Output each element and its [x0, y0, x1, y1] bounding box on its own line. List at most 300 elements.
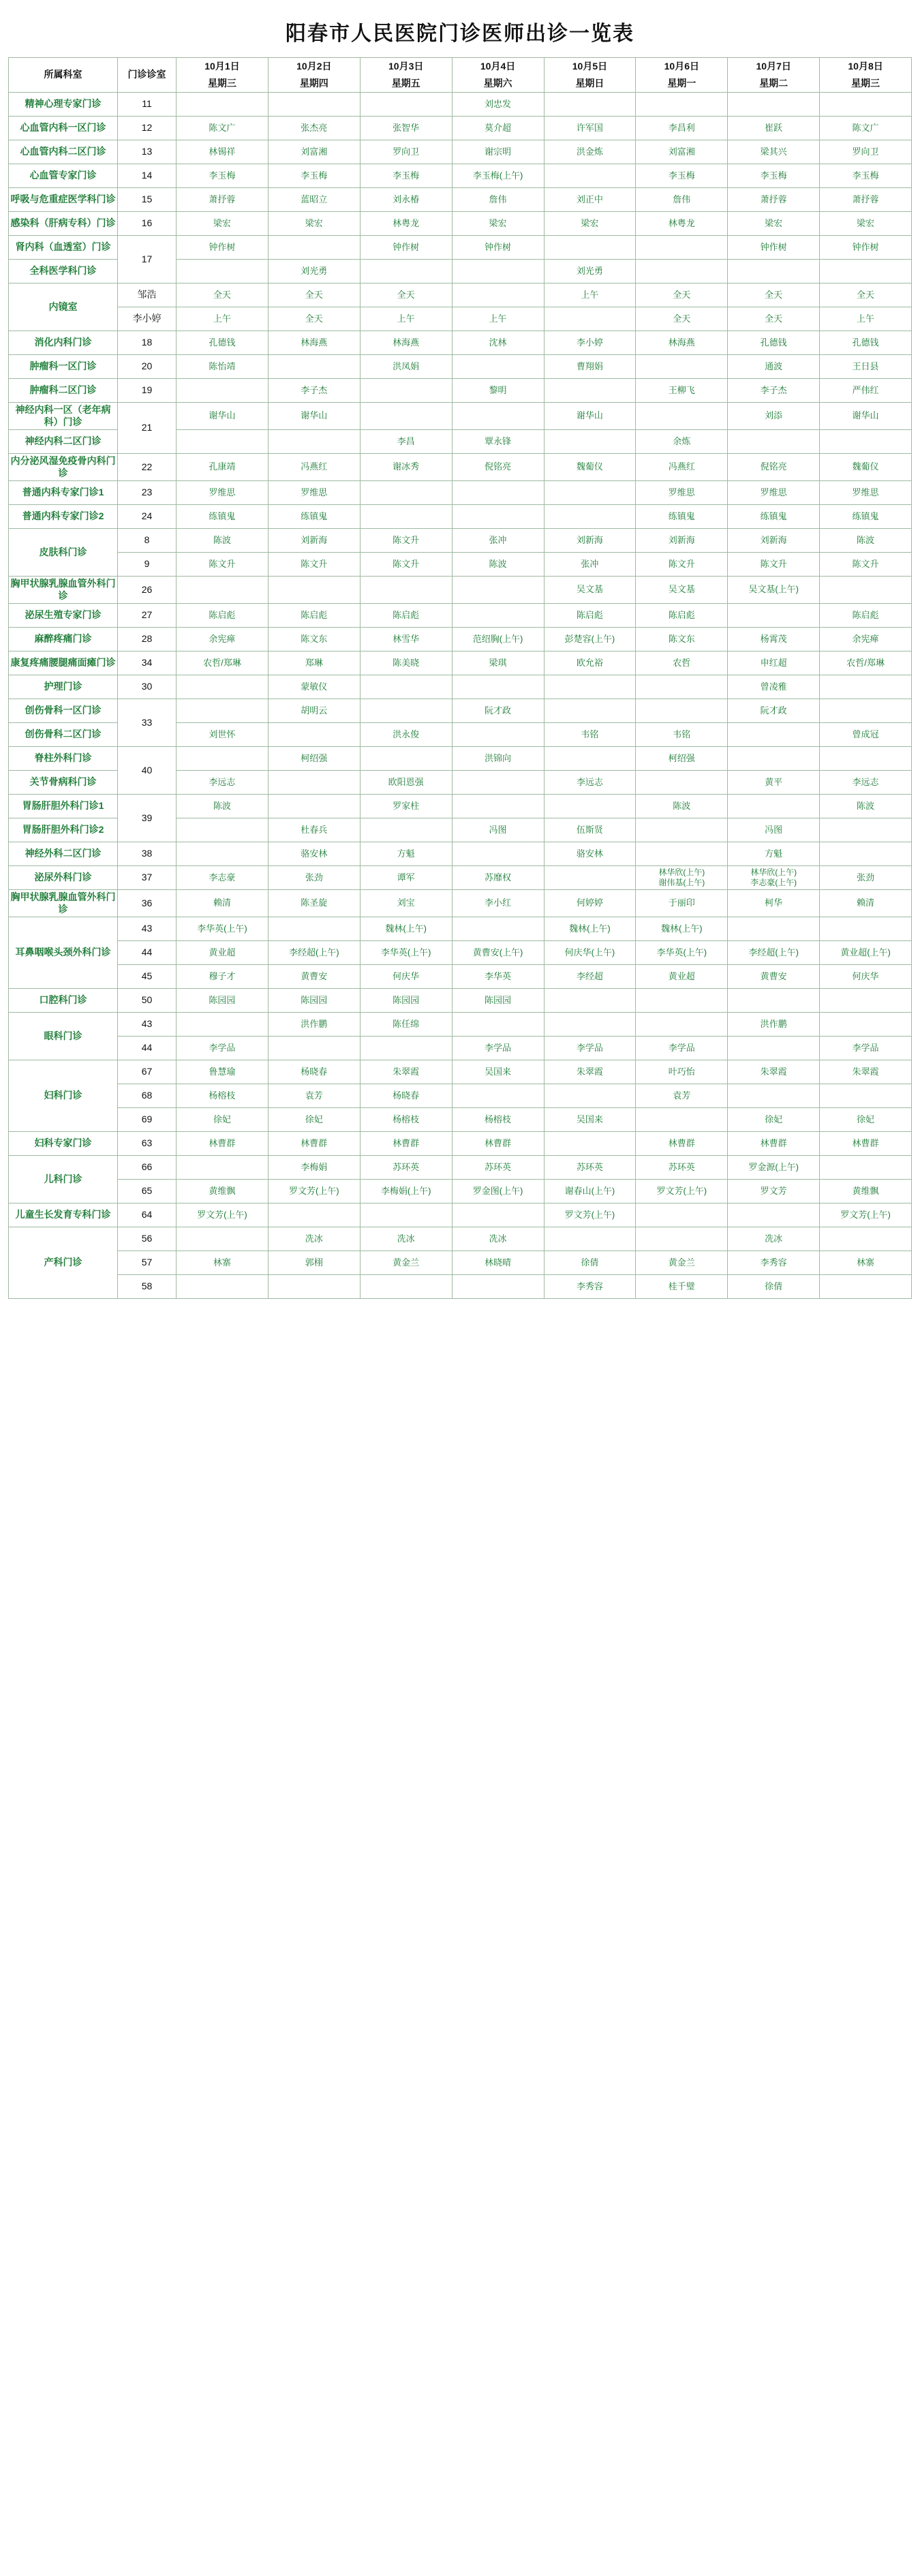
- header-day-weekday: 星期一: [667, 77, 696, 89]
- header-day-date: 10月5日: [572, 61, 608, 72]
- schedule-cell: [636, 1227, 728, 1251]
- schedule-cell: [728, 260, 820, 283]
- schedule-cell: 张杰亮: [268, 117, 360, 140]
- dept-cell: 妇科专家门诊: [9, 1132, 118, 1156]
- schedule-cell: [452, 795, 544, 818]
- schedule-cell: [636, 1108, 728, 1132]
- table-row: [9, 675, 912, 699]
- schedule-cell: 陈园园: [268, 989, 360, 1013]
- schedule-cell: 欧允裕: [544, 651, 636, 675]
- schedule-cell: 何庆华: [820, 965, 912, 989]
- room-cell: 69: [118, 1108, 177, 1132]
- schedule-cell: 赖清: [820, 890, 912, 917]
- room-cell: 27: [118, 604, 177, 628]
- schedule-cell: 罗文芳(上午): [268, 1180, 360, 1203]
- schedule-cell: 陈美晓: [360, 651, 452, 675]
- schedule-cell: 朱翠霞: [360, 1060, 452, 1084]
- schedule-cell: 钟作树: [728, 236, 820, 260]
- schedule-cell: [636, 842, 728, 866]
- schedule-cell: 何庆华: [360, 965, 452, 989]
- schedule-cell: 冯燕红: [636, 454, 728, 481]
- table-row: [9, 1275, 912, 1299]
- schedule-cell: 练镇鬼: [177, 505, 269, 529]
- schedule-cell: 吴文基(上午): [728, 577, 820, 604]
- schedule-cell: 冼冰: [360, 1227, 452, 1251]
- room-cell: 19: [118, 379, 177, 403]
- schedule-cell: 李玉梅: [728, 164, 820, 188]
- schedule-cell: 刘新海: [268, 529, 360, 553]
- schedule-cell: 洪永俊: [360, 723, 452, 747]
- schedule-cell: 林雪华: [360, 628, 452, 651]
- room-cell: 20: [118, 355, 177, 379]
- schedule-cell: 余炼: [636, 430, 728, 454]
- schedule-cell: 陈文广: [177, 117, 269, 140]
- schedule-cell: 叶巧怡: [636, 1060, 728, 1084]
- dept-cell: 护理门诊: [9, 675, 118, 699]
- schedule-cell: 林海燕: [268, 331, 360, 355]
- table-row: [9, 355, 912, 379]
- schedule-cell: 李昌利: [636, 117, 728, 140]
- table-row: [9, 604, 912, 628]
- schedule-cell: [728, 604, 820, 628]
- schedule-cell: 冼冰: [452, 1227, 544, 1251]
- schedule-cell: 严伟红: [820, 379, 912, 403]
- schedule-cell: 刘永椿: [360, 188, 452, 212]
- dept-cell: 消化内科门诊: [9, 331, 118, 355]
- schedule-cell: [636, 93, 728, 117]
- schedule-cell: 谢华山: [177, 403, 269, 430]
- table-row: [9, 795, 912, 818]
- schedule-cell: 梁宏: [177, 212, 269, 236]
- schedule-cell: 农哲/郑琳: [820, 651, 912, 675]
- schedule-cell: 陈文升: [360, 529, 452, 553]
- room-cell: 56: [118, 1227, 177, 1251]
- room-cell: 38: [118, 842, 177, 866]
- schedule-cell: 全天: [636, 307, 728, 331]
- dept-cell: 产科门诊: [9, 1227, 118, 1299]
- schedule-cell: [636, 1203, 728, 1227]
- schedule-cell: [636, 989, 728, 1013]
- room-cell: 43: [118, 917, 177, 941]
- room-cell: 44: [118, 941, 177, 965]
- schedule-cell: [636, 675, 728, 699]
- header-day-date: 10月8日: [848, 61, 883, 72]
- schedule-cell: 林海燕: [636, 331, 728, 355]
- room-cell: 44: [118, 1037, 177, 1060]
- schedule-cell: 骆安林: [268, 842, 360, 866]
- header-dept: 所属科室: [9, 58, 118, 93]
- schedule-cell: 魏葡仪: [544, 454, 636, 481]
- schedule-cell: 刘富湘: [268, 140, 360, 164]
- schedule-cell: 陈园园: [452, 989, 544, 1013]
- schedule-cell: 李玉梅: [177, 164, 269, 188]
- schedule-cell: 莫介超: [452, 117, 544, 140]
- schedule-cell: [268, 771, 360, 795]
- schedule-cell: [268, 1203, 360, 1227]
- room-cell: 57: [118, 1251, 177, 1275]
- table-row: [9, 747, 912, 771]
- schedule-cell: 徐倩: [544, 1251, 636, 1275]
- schedule-cell: 黄平: [728, 771, 820, 795]
- schedule-cell: 李远志: [820, 771, 912, 795]
- schedule-cell: 李华英: [452, 965, 544, 989]
- schedule-cell: [360, 1203, 452, 1227]
- schedule-cell: 阮才政: [728, 699, 820, 723]
- schedule-cell: 林华欣(上午) 谢伟基(上午): [636, 866, 728, 890]
- schedule-cell: 林曹群: [268, 1132, 360, 1156]
- schedule-cell: 杨霄茂: [728, 628, 820, 651]
- header-day-date: 10月2日: [296, 61, 332, 72]
- schedule-cell: [360, 747, 452, 771]
- schedule-cell: [177, 1275, 269, 1299]
- schedule-cell: 韦铭: [636, 723, 728, 747]
- schedule-cell: 徐妃: [268, 1108, 360, 1132]
- schedule-cell: 李经超: [544, 965, 636, 989]
- schedule-cell: 陈波: [177, 529, 269, 553]
- schedule-cell: [820, 93, 912, 117]
- schedule-cell: 陈文东: [636, 628, 728, 651]
- schedule-cell: 魏葡仪: [820, 454, 912, 481]
- table-row: [9, 188, 912, 212]
- header-day-5: [544, 58, 636, 93]
- schedule-cell: 黄金兰: [636, 1251, 728, 1275]
- schedule-cell: [452, 675, 544, 699]
- schedule-cell: [544, 747, 636, 771]
- room-cell: 28: [118, 628, 177, 651]
- schedule-cell: 张劲: [268, 866, 360, 890]
- schedule-cell: 林晓晴: [452, 1251, 544, 1275]
- dept-cell: 创伤骨科二区门诊: [9, 723, 118, 747]
- schedule-cell: [360, 577, 452, 604]
- dept-cell: 神经内科二区门诊: [9, 430, 118, 454]
- table-row: [9, 1084, 912, 1108]
- schedule-cell: [544, 866, 636, 890]
- schedule-cell: 冼冰: [728, 1227, 820, 1251]
- room-cell: 36: [118, 890, 177, 917]
- schedule-cell: [544, 675, 636, 699]
- table-row: [9, 307, 912, 331]
- room-cell: 14: [118, 164, 177, 188]
- table-row: [9, 236, 912, 260]
- schedule-cell: 李经超(上午): [728, 941, 820, 965]
- schedule-cell: 于丽印: [636, 890, 728, 917]
- schedule-cell: 谢宗明: [452, 140, 544, 164]
- schedule-cell: [452, 1275, 544, 1299]
- schedule-cell: [820, 430, 912, 454]
- schedule-cell: 阮才政: [452, 699, 544, 723]
- schedule-cell: 黄维飘: [820, 1180, 912, 1203]
- schedule-cell: 刘忠发: [452, 93, 544, 117]
- schedule-cell: 全天: [268, 307, 360, 331]
- table-row: [9, 1108, 912, 1132]
- schedule-table: [8, 57, 912, 1299]
- schedule-cell: 萧抒蓉: [820, 188, 912, 212]
- table-row: [9, 140, 912, 164]
- schedule-cell: [728, 795, 820, 818]
- schedule-cell: 许军国: [544, 117, 636, 140]
- schedule-cell: 陈启彪: [177, 604, 269, 628]
- schedule-cell: [360, 481, 452, 505]
- room-cell: 李小婷: [118, 307, 177, 331]
- schedule-cell: 刘新海: [544, 529, 636, 553]
- schedule-cell: [360, 675, 452, 699]
- schedule-cell: 罗维思: [636, 481, 728, 505]
- schedule-cell: [268, 1275, 360, 1299]
- schedule-cell: [636, 236, 728, 260]
- schedule-cell: 杨榕枝: [360, 1108, 452, 1132]
- dept-cell: 胸甲状腺乳腺血管外科门诊: [9, 577, 118, 604]
- schedule-cell: [268, 917, 360, 941]
- dept-cell: 心血管内科一区门诊: [9, 117, 118, 140]
- schedule-cell: 黄金兰: [360, 1251, 452, 1275]
- schedule-cell: 上午: [360, 307, 452, 331]
- schedule-cell: 陈任绵: [360, 1013, 452, 1037]
- schedule-cell: [636, 818, 728, 842]
- schedule-cell: [268, 236, 360, 260]
- schedule-cell: 沈林: [452, 331, 544, 355]
- schedule-cell: 全天: [636, 283, 728, 307]
- schedule-cell: [360, 1275, 452, 1299]
- schedule-cell: 陈怡靖: [177, 355, 269, 379]
- table-row: [9, 1132, 912, 1156]
- schedule-cell: 彭楚容(上午): [544, 628, 636, 651]
- dept-cell: 关节骨病科门诊: [9, 771, 118, 795]
- schedule-cell: 徐妃: [177, 1108, 269, 1132]
- schedule-cell: 李志豪: [177, 866, 269, 890]
- schedule-cell: 吴国来: [544, 1108, 636, 1132]
- table-row: [9, 890, 912, 917]
- schedule-cell: [820, 577, 912, 604]
- dept-cell: 全科医学科门诊: [9, 260, 118, 283]
- table-row: [9, 1180, 912, 1203]
- schedule-cell: [452, 1013, 544, 1037]
- schedule-cell: [268, 577, 360, 604]
- table-row: [9, 628, 912, 651]
- table-row: [9, 1060, 912, 1084]
- room-cell: 39: [118, 795, 177, 842]
- schedule-cell: 练镇鬼: [268, 505, 360, 529]
- schedule-cell: [177, 1227, 269, 1251]
- room-cell: 24: [118, 505, 177, 529]
- schedule-cell: 罗文芳(上午): [177, 1203, 269, 1227]
- schedule-cell: 上午: [820, 307, 912, 331]
- schedule-cell: 苏靡权: [452, 866, 544, 890]
- dept-cell: 儿童生长发育专科门诊: [9, 1203, 118, 1227]
- room-cell: 13: [118, 140, 177, 164]
- schedule-cell: 全天: [177, 283, 269, 307]
- schedule-cell: 洪金炼: [544, 140, 636, 164]
- table-row: [9, 1203, 912, 1227]
- schedule-cell: 袁芳: [268, 1084, 360, 1108]
- schedule-cell: 李学品: [544, 1037, 636, 1060]
- dept-cell: 肿瘤科一区门诊: [9, 355, 118, 379]
- schedule-cell: [452, 481, 544, 505]
- schedule-cell: 李玉梅: [820, 164, 912, 188]
- schedule-cell: 罗文芳: [728, 1180, 820, 1203]
- schedule-cell: [268, 355, 360, 379]
- header-day-date: 10月7日: [756, 61, 791, 72]
- schedule-cell: 全天: [820, 283, 912, 307]
- room-cell: 邹浩: [118, 283, 177, 307]
- table-row: [9, 505, 912, 529]
- dept-cell: 麻醉疼痛门诊: [9, 628, 118, 651]
- schedule-cell: 洪凤娟: [360, 355, 452, 379]
- schedule-cell: 李梅娟(上午): [360, 1180, 452, 1203]
- schedule-cell: 罗维思: [820, 481, 912, 505]
- room-cell: 30: [118, 675, 177, 699]
- schedule-cell: 陈园园: [177, 989, 269, 1013]
- schedule-cell: [452, 917, 544, 941]
- schedule-cell: [820, 1013, 912, 1037]
- schedule-cell: 鲁慧瑜: [177, 1060, 269, 1084]
- schedule-cell: 谭军: [360, 866, 452, 890]
- schedule-cell: 钟作树: [360, 236, 452, 260]
- schedule-cell: 黄曹安: [268, 965, 360, 989]
- schedule-cell: 洪作鹏: [728, 1013, 820, 1037]
- schedule-cell: 覃永锋: [452, 430, 544, 454]
- schedule-cell: 郑琳: [268, 651, 360, 675]
- schedule-cell: 林曹群: [452, 1132, 544, 1156]
- schedule-cell: [452, 723, 544, 747]
- schedule-cell: [636, 699, 728, 723]
- schedule-cell: 谢冰秀: [360, 454, 452, 481]
- schedule-cell: 方魁: [360, 842, 452, 866]
- dept-cell: 普通内科专家门诊2: [9, 505, 118, 529]
- schedule-cell: [544, 430, 636, 454]
- schedule-cell: 罗金图(上午): [452, 1180, 544, 1203]
- schedule-cell: 王日县: [820, 355, 912, 379]
- table-row: [9, 1251, 912, 1275]
- header-day-3: [360, 58, 452, 93]
- schedule-cell: 杨榕枝: [452, 1108, 544, 1132]
- dept-cell: 胃肠肝胆外科门诊2: [9, 818, 118, 842]
- schedule-cell: [360, 260, 452, 283]
- schedule-cell: [177, 675, 269, 699]
- table-row: [9, 529, 912, 553]
- schedule-cell: 上午: [452, 307, 544, 331]
- schedule-cell: 罗文芳(上午): [636, 1180, 728, 1203]
- schedule-cell: 陈文升: [820, 553, 912, 577]
- schedule-cell: [820, 989, 912, 1013]
- dept-cell: 康复疼痛腰腿痛面瘫门诊: [9, 651, 118, 675]
- schedule-cell: 朱翠霞: [728, 1060, 820, 1084]
- schedule-cell: 陈文升: [360, 553, 452, 577]
- schedule-cell: 魏林(上午): [360, 917, 452, 941]
- header-day-weekday: 星期五: [391, 77, 420, 89]
- schedule-cell: 谢春山(上午): [544, 1180, 636, 1203]
- schedule-cell: 申红超: [728, 651, 820, 675]
- schedule-cell: 李华英(上午): [360, 941, 452, 965]
- schedule-cell: [268, 723, 360, 747]
- schedule-cell: [820, 842, 912, 866]
- schedule-cell: 谢华山: [544, 403, 636, 430]
- schedule-cell: [177, 842, 269, 866]
- schedule-cell: 李华英(上午): [177, 917, 269, 941]
- schedule-cell: 黄业超: [177, 941, 269, 965]
- schedule-cell: [728, 747, 820, 771]
- dept-cell: 感染科（肝病专科）门诊: [9, 212, 118, 236]
- schedule-cell: 黄业超: [636, 965, 728, 989]
- schedule-cell: 张冲: [544, 553, 636, 577]
- schedule-cell: 谢华山: [820, 403, 912, 430]
- schedule-cell: 洪锦向: [452, 747, 544, 771]
- schedule-cell: [728, 723, 820, 747]
- schedule-cell: 孔康靖: [177, 454, 269, 481]
- schedule-cell: 陈文升: [268, 553, 360, 577]
- header-day-weekday: 星期四: [299, 77, 328, 89]
- schedule-cell: 李子杰: [728, 379, 820, 403]
- schedule-cell: 李华英(上午): [636, 941, 728, 965]
- schedule-cell: 刘新海: [636, 529, 728, 553]
- dept-cell: 儿科门诊: [9, 1156, 118, 1203]
- schedule-cell: [177, 747, 269, 771]
- schedule-cell: 陈波: [820, 795, 912, 818]
- table-row: [9, 1013, 912, 1037]
- schedule-cell: [544, 1084, 636, 1108]
- schedule-cell: 李玉梅: [360, 164, 452, 188]
- dept-cell: 皮肤科门诊: [9, 529, 118, 577]
- schedule-cell: 李梅娟: [268, 1156, 360, 1180]
- schedule-cell: 黄业超(上午): [820, 941, 912, 965]
- schedule-cell: 刘新海: [728, 529, 820, 553]
- room-cell: 11: [118, 93, 177, 117]
- table-header: [9, 58, 912, 93]
- schedule-cell: [177, 1013, 269, 1037]
- dept-cell: 精神心理专家门诊: [9, 93, 118, 117]
- table-row: [9, 866, 912, 890]
- schedule-cell: [636, 355, 728, 379]
- schedule-cell: [268, 430, 360, 454]
- schedule-cell: 方魁: [728, 842, 820, 866]
- schedule-cell: 谢华山: [268, 403, 360, 430]
- schedule-cell: 杜春兵: [268, 818, 360, 842]
- schedule-cell: 冯图: [452, 818, 544, 842]
- room-cell: 64: [118, 1203, 177, 1227]
- dept-cell: 泌尿外科门诊: [9, 866, 118, 890]
- schedule-cell: 陈圣旋: [268, 890, 360, 917]
- schedule-cell: [452, 604, 544, 628]
- schedule-cell: 吴国来: [452, 1060, 544, 1084]
- schedule-cell: 詹伟: [452, 188, 544, 212]
- header-day-weekday: 星期三: [851, 77, 880, 89]
- schedule-cell: 陈启彪: [544, 604, 636, 628]
- dept-cell: 内分泌风湿免疫骨内科门诊: [9, 454, 118, 481]
- schedule-cell: 罗维思: [728, 481, 820, 505]
- schedule-cell: [636, 1013, 728, 1037]
- schedule-cell: 梁宏: [452, 212, 544, 236]
- schedule-cell: 农哲/郑琳: [177, 651, 269, 675]
- schedule-cell: 魏林(上午): [544, 917, 636, 941]
- schedule-cell: [820, 818, 912, 842]
- table-row: [9, 965, 912, 989]
- schedule-cell: 黄曹安(上午): [452, 941, 544, 965]
- schedule-cell: [452, 577, 544, 604]
- table-header-row: [9, 58, 912, 93]
- schedule-cell: 农哲: [636, 651, 728, 675]
- room-cell: 67: [118, 1060, 177, 1084]
- table-row: [9, 331, 912, 355]
- table-row: [9, 454, 912, 481]
- schedule-cell: [544, 164, 636, 188]
- header-day-date: 10月4日: [480, 61, 516, 72]
- schedule-cell: 郭栩: [268, 1251, 360, 1275]
- schedule-cell: [728, 93, 820, 117]
- schedule-cell: 黄曹安: [728, 965, 820, 989]
- schedule-cell: [177, 818, 269, 842]
- schedule-cell: 余宪瘅: [820, 628, 912, 651]
- schedule-cell: 刘宝: [360, 890, 452, 917]
- schedule-cell: [820, 1156, 912, 1180]
